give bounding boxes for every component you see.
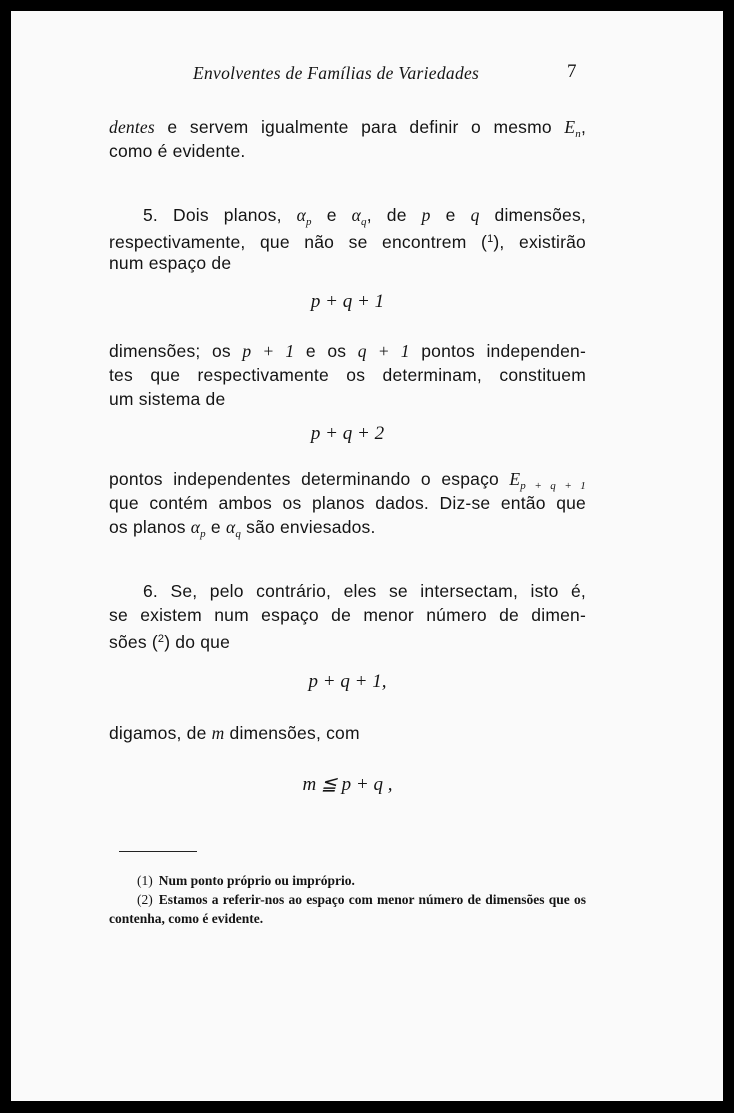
math-sub: n	[575, 128, 581, 140]
text-run: tes que respectivamente os determinam, constituem	[109, 365, 586, 385]
math-sub: p	[200, 528, 206, 540]
text-run: num espaço de	[109, 253, 232, 273]
page-header	[11, 63, 723, 91]
display-formula-4: m ≦ p + q ,	[302, 774, 393, 795]
math-inline: p + 1	[242, 341, 295, 361]
section-5-line-8	[109, 491, 586, 515]
math-inline: q + 1	[357, 341, 410, 361]
text-run: e servem igualmente para definir o mesmo	[154, 117, 565, 137]
footnote-2	[109, 890, 586, 928]
book-page	[11, 11, 723, 1101]
section-5-line-2	[109, 227, 586, 254]
section-5-line-5	[109, 363, 586, 387]
math-alpha: α	[225, 517, 236, 537]
text-run: digamos, de	[109, 723, 212, 743]
section-6-line-2	[109, 603, 586, 627]
section-6-line-1	[109, 579, 586, 603]
footnote-rule	[119, 851, 197, 852]
text-run: respectivamente, que não se encontrem (	[109, 232, 488, 252]
italic-word: dentes	[109, 117, 155, 137]
footnote-1	[109, 871, 586, 890]
page-number: 7	[567, 61, 577, 82]
text-run: e	[311, 205, 352, 225]
text-run: que contém ambos os planos dados. Diz-se então que	[109, 493, 586, 513]
section-6-line-4	[109, 721, 586, 745]
math-E: E	[564, 117, 576, 137]
text-run: Dois planos,	[158, 205, 297, 225]
math-q: q	[470, 205, 480, 225]
text-run: os planos	[109, 517, 191, 537]
math-alpha: α	[296, 205, 307, 225]
math-E: E	[509, 469, 521, 489]
section-5-line-4	[109, 339, 586, 363]
text-run: pontos independen-	[409, 341, 586, 361]
footnote-text: Estamos a referir-nos ao espaço com menor número de dimensões que os contenha, como é evidente.	[109, 892, 586, 926]
text-run: um sistema de	[109, 389, 226, 409]
footnote-text: Num ponto próprio ou impróprio.	[158, 873, 355, 888]
text-run: dimensões; os	[109, 341, 243, 361]
text-run: sões (	[109, 632, 158, 652]
footnote-mark: (2)	[137, 892, 153, 907]
section-5-line-9	[109, 515, 586, 546]
math-sub: p	[306, 216, 312, 228]
section-number: 6.	[143, 581, 158, 601]
text-run: Se, pelo contrário, eles se intersectam, isto é,	[158, 581, 586, 601]
math-sub: q	[235, 528, 242, 540]
text-run: se existem num espaço de menor número de dimen-	[109, 605, 586, 625]
text-run: dimensões,	[479, 205, 587, 225]
text-run: são enviesados.	[241, 517, 376, 537]
footnote-mark: (1)	[137, 873, 153, 888]
text-run: ) do que	[164, 632, 231, 652]
display-formula-1: p + q + 1	[310, 291, 385, 312]
section-5-line-3	[109, 251, 586, 275]
footnotes	[109, 871, 586, 928]
math-sub: p + q + 1	[520, 480, 586, 492]
text-run: como é evidente.	[109, 141, 246, 161]
text-run: pontos independentes determinando o espaço	[109, 469, 510, 489]
section-5-line-6	[109, 387, 586, 411]
display-formula-2: p + q + 2	[310, 423, 385, 444]
math-alpha: α	[190, 517, 201, 537]
text-run: dimensões, com	[224, 723, 360, 743]
section-6-line-3	[109, 627, 586, 654]
math-sub: q	[361, 216, 367, 228]
paragraph-line	[109, 139, 586, 163]
text-run: e	[430, 205, 471, 225]
math-p: p	[421, 205, 431, 225]
section-number: 5.	[143, 205, 158, 225]
text-run: e	[205, 517, 226, 537]
footnote-ref-1[interactable]: 1	[487, 233, 494, 245]
text-run: e os	[294, 341, 358, 361]
text-run: ,	[580, 117, 586, 137]
math-m: m	[211, 723, 225, 743]
math-alpha: α	[351, 205, 362, 225]
footnote-ref-2[interactable]: 2	[157, 633, 165, 645]
display-formula-3: p + q + 1,	[308, 671, 387, 692]
text-run: ), existirão	[493, 232, 586, 252]
text-run: , de	[366, 205, 422, 225]
running-title: Envolventes de Famílias de Variedades	[193, 63, 480, 83]
